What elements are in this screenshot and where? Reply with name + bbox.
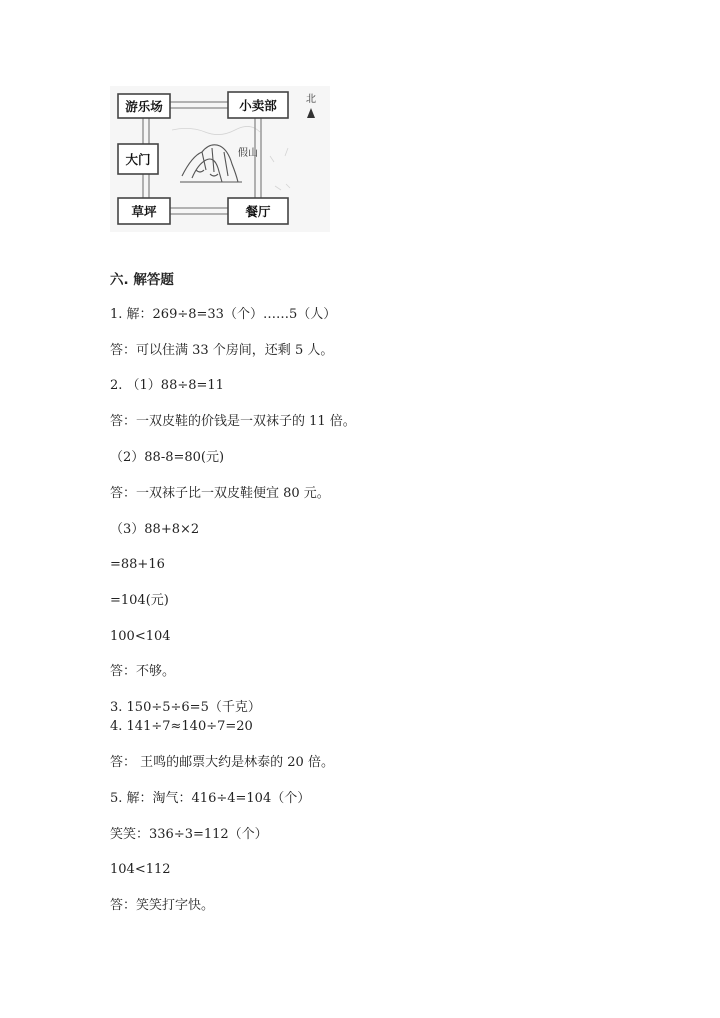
section-title: 六. 解答题 [110, 272, 174, 288]
park-map [110, 86, 330, 232]
map-label-restaurant: 餐厅 [245, 204, 271, 219]
answer-line: 答：笑笑打字快。 [110, 898, 215, 913]
answer-line: 100<104 [110, 629, 171, 644]
north-label: 北 [306, 94, 316, 105]
answer-line: 答：可以住满 33 个房间，还剩 5 人。 [110, 343, 334, 358]
map-label-amusement: 游乐场 [125, 99, 163, 114]
answer-line: =88+16 [110, 557, 165, 572]
map-label-rockery: 假山 [238, 148, 258, 159]
map-label-gate: 大门 [125, 152, 151, 167]
answer-line: 答：不够。 [110, 664, 176, 679]
answer-line: 2. （1）88÷8=11 [110, 378, 224, 393]
answer-line: 答： 王鸣的邮票大约是林泰的 20 倍。 [110, 755, 334, 770]
answer-line: 答：一双袜子比一双皮鞋便宜 80 元。 [110, 486, 330, 501]
answer-line: 笑笑：336÷3=112（个） [110, 827, 268, 842]
answer-line: 5. 解：淘气：416÷4=104（个） [110, 791, 311, 806]
answer-line: =104(元) [110, 593, 169, 608]
map-label-shop: 小卖部 [239, 98, 277, 113]
answer-line: 3. 150÷5÷6=5（千克） [110, 700, 261, 715]
answer-line: 1. 解：269÷8=33（个）……5（人） [110, 307, 337, 322]
map-label-lawn: 草坪 [131, 204, 157, 219]
answer-line: （2）88-8=80(元) [110, 450, 225, 465]
answer-line: 答：一双皮鞋的价钱是一双袜子的 11 倍。 [110, 414, 356, 429]
answer-line: （3）88+8×2 [110, 522, 200, 537]
answer-line: 104<112 [110, 862, 171, 877]
answer-line: 4. 141÷7≈140÷7=20 [110, 719, 253, 734]
